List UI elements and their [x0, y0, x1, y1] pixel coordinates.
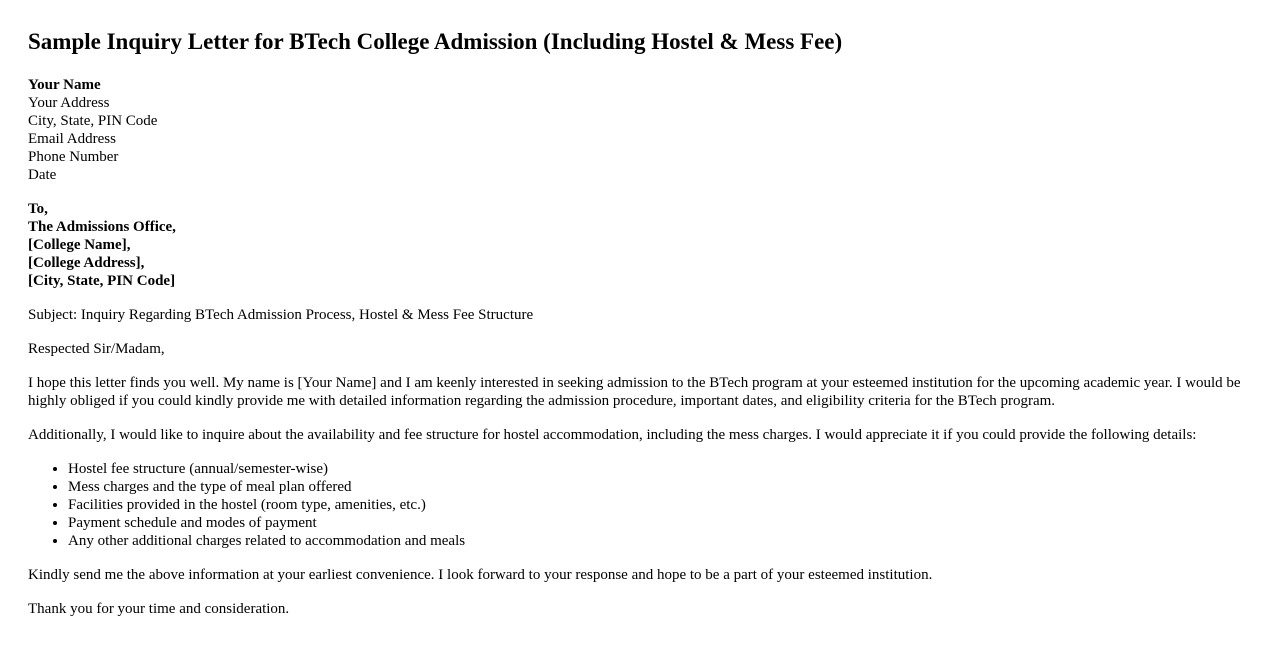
details-list	[28, 460, 1263, 550]
recipient-college-name: [College Name],	[28, 237, 131, 253]
list-item: • Mess charges and the type of meal plan offered	[68, 478, 1263, 496]
body-paragraph-1: I hope this letter finds you well. My name is [Your Name] and I am keenly interested in seeking admission to the BTech program at your esteemed institution for the upcoming academic year. I would be highly obliged if you could kindly provide me with detailed information regarding the admission procedure, important dates, and eligibility criteria for the BTech program.	[28, 375, 1241, 409]
sender-phone: Phone Number	[28, 149, 119, 165]
closing-paragraph-1: Kindly send me the above information at your earliest convenience. I look forward to your response and hope to be a part of your esteemed institution.	[28, 567, 933, 583]
page-title: Sample Inquiry Letter for BTech College Admission (Including Hostel & Mess Fee)	[28, 29, 843, 54]
salutation: Respected Sir/Madam,	[28, 341, 165, 357]
sender-city-state-pin: City, State, PIN Code	[28, 113, 158, 129]
recipient-to: To,	[28, 201, 48, 217]
recipient-college-address: [College Address],	[28, 255, 145, 271]
recipient-office: The Admissions Office,	[28, 219, 176, 235]
sender-date: Date	[28, 167, 57, 183]
list-item: • Facilities provided in the hostel (room type, amenities, etc.)	[68, 496, 1263, 514]
sender-address: Your Address	[28, 95, 110, 111]
subject-line: Subject: Inquiry Regarding BTech Admission Process, Hostel & Mess Fee Structure	[28, 307, 534, 323]
list-item: • Any other additional charges related to accommodation and meals	[68, 532, 1263, 550]
recipient-city-state-pin: [City, State, PIN Code]	[28, 273, 176, 289]
recipient-block	[28, 200, 1263, 290]
body-paragraph-2: Additionally, I would like to inquire about the availability and fee structure for hostel accommodation, including the mess charges. I would appreciate it if you could provide the following details:	[28, 427, 1197, 443]
sender-email: Email Address	[28, 131, 116, 147]
sender-block	[28, 76, 1263, 184]
closing-paragraph-2: Thank you for your time and consideration.	[28, 601, 290, 617]
letter-page	[28, 0, 1263, 618]
sender-name: Your Name	[28, 77, 101, 93]
list-item: • Payment schedule and modes of payment	[68, 514, 1263, 532]
list-item: • Hostel fee structure (annual/semester-wise)	[68, 460, 1263, 478]
